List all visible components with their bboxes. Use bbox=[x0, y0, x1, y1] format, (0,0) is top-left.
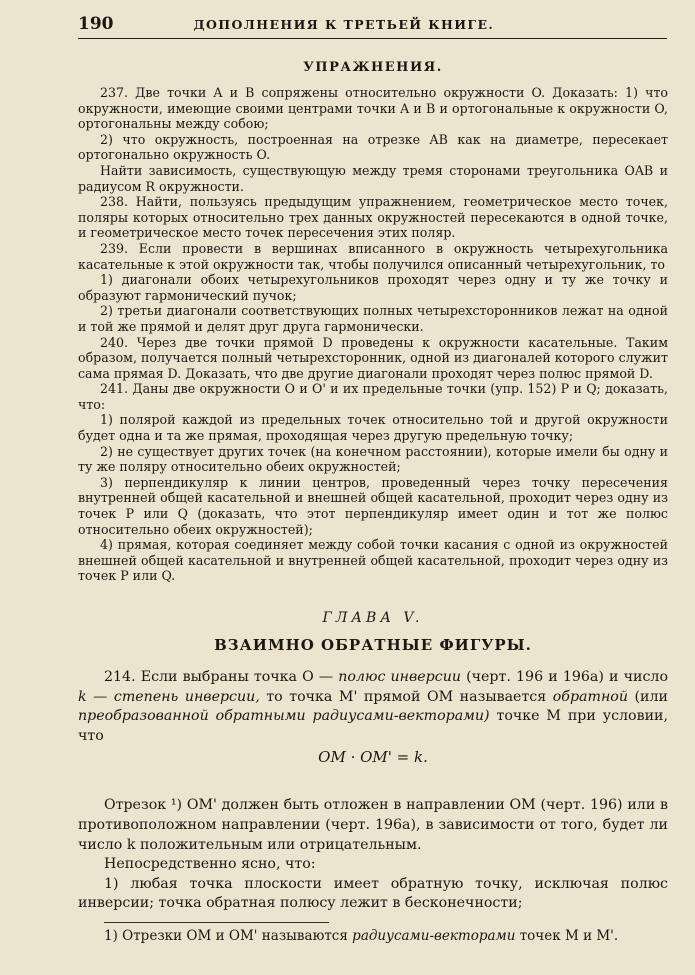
inversion-formula: OM · OM' = k. bbox=[318, 748, 428, 767]
exercise-paragraph: 241. Даны две окружности O и O' и их предельные точки (упр. 152) P и Q; доказать, что: bbox=[78, 381, 668, 412]
exercise-paragraph: 3) перпендикуляр к линии центров, проведенный через точку пересечения внутренней общей касательной и внешней общей касательной, проходит через одну из точек P или Q (доказать, что этот перпендикуляр имеет один и тот же полюс относительно обеих окружностей); bbox=[78, 474, 668, 537]
exercise-paragraph: 2) что окружность, построенная на отрезке AB как на диаметре, пересекает ортогонально окружность O. bbox=[78, 131, 668, 163]
exercise-paragraph: 238. Найти, пользуясь предыдущим упражнением, геометрическое место точек, поляры которых относительно трех данных окружностей пересекаются в одной точке, и геометрическое место точек пересечения этих поляр. bbox=[78, 194, 668, 241]
exercise-paragraph: 240. Через две точки прямой D проведены к окружности касательные. Таким образом, получается полный четырехсторонник, одной из диагоналей которого служит сама прямая D. Доказать, что две другие диагонали проходят через полюс прямой D. bbox=[78, 334, 668, 381]
chapter-title: ВЗАИМНО ОБРАТНЫЕ ФИГУРЫ. bbox=[214, 636, 532, 654]
page-number: 190 bbox=[78, 14, 114, 34]
text-run: 1) Отрезки OM и OM' называются bbox=[104, 927, 353, 944]
text-run: точке M при условии, что bbox=[78, 708, 668, 744]
chapter-label: ГЛАВА V. bbox=[322, 610, 424, 626]
text-run: (или bbox=[627, 688, 668, 705]
running-title: ДОПОЛНЕНИЯ К ТРЕТЬЕЙ КНИГЕ. bbox=[193, 17, 495, 32]
term-inversion-pole: полюс инверсии bbox=[338, 669, 461, 685]
exercise-paragraph: 4) прямая, которая соединяет между собой точки касания с одной из окружностей внешней общей касательной и внутренней общей касательной, проходит через одну из точек P или Q. bbox=[78, 537, 668, 584]
page-header bbox=[78, 14, 667, 34]
exercise-paragraph: 237. Две точки A и B сопряжены относительно окружности O. Доказать: 1) что окружности, имеющие своими центрами точки A и B и ортогональные к окружности O, ортогональны между собою; bbox=[78, 85, 668, 132]
main-text bbox=[78, 668, 668, 914]
term-inversion-power: k — степень инверсии, bbox=[78, 688, 260, 705]
term-transformed: преобразованной обратными радиусами-векторами) bbox=[78, 708, 490, 725]
term-radius-vectors: радиусами-векторами bbox=[352, 927, 516, 944]
exercise-paragraph: Найти зависимость, существующую между тремя сторонами треугольника OAB и радиусом R окружности. bbox=[78, 162, 668, 194]
term-inverse: обратной bbox=[552, 688, 628, 705]
footnote bbox=[78, 927, 668, 945]
text-run: то точка M' прямой OM называется bbox=[259, 688, 553, 705]
footnote-rule bbox=[104, 922, 329, 923]
paragraph-point-1: 1) любая точка плоскости имеет обратную точку, исключая полюс инверсии; точка обратная полюсу лежит в бесконечности; bbox=[78, 875, 668, 912]
exercise-paragraph: 2) не существует других точек (на конечном расстоянии), которые имели бы одну и ту же поляру относительно обеих окружностей; bbox=[78, 443, 668, 475]
exercises-heading: УПРАЖНЕНИЯ. bbox=[303, 60, 443, 75]
exercises-section bbox=[78, 85, 668, 584]
text-run: 214. Если выбраны точка O — bbox=[104, 669, 339, 685]
paragraph-obvious: Непосредственно ясно, что: bbox=[104, 856, 316, 873]
paragraph-segment: Отрезок ¹) OM' должен быть отложен в направлении OM (черт. 196) или в противоположном направлении (черт. 196а), в зависимости от того, будет ли число k положительным или отрицательным. bbox=[78, 797, 668, 853]
exercise-paragraph: 239. Если провести в вершинах вписанного в окружность четырехугольника касательные к этой окружности так, чтобы получился описанный четырехугольник, то bbox=[78, 240, 668, 272]
exercise-paragraph: 1) диагонали обоих четырехугольников проходят через одну и ту же точку и образуют гармонический пучок; bbox=[78, 272, 668, 303]
paragraph-214 bbox=[78, 668, 668, 746]
text-run: точек M и M'. bbox=[515, 927, 619, 944]
exercise-paragraph: 1) полярой каждой из предельных точек относительно той и другой окружности будет одна и та же прямая, проходящая через другую предельную точку; bbox=[78, 412, 668, 444]
page-content bbox=[78, 60, 668, 945]
text-run: (черт. 196 и 196а) и число bbox=[460, 669, 668, 685]
exercise-paragraph: 2) третьи диагонали соответствующих полных четырехсторонников лежат на одной и той же прямой и делят друг друга гармонически. bbox=[78, 303, 668, 334]
header-rule bbox=[78, 38, 667, 39]
